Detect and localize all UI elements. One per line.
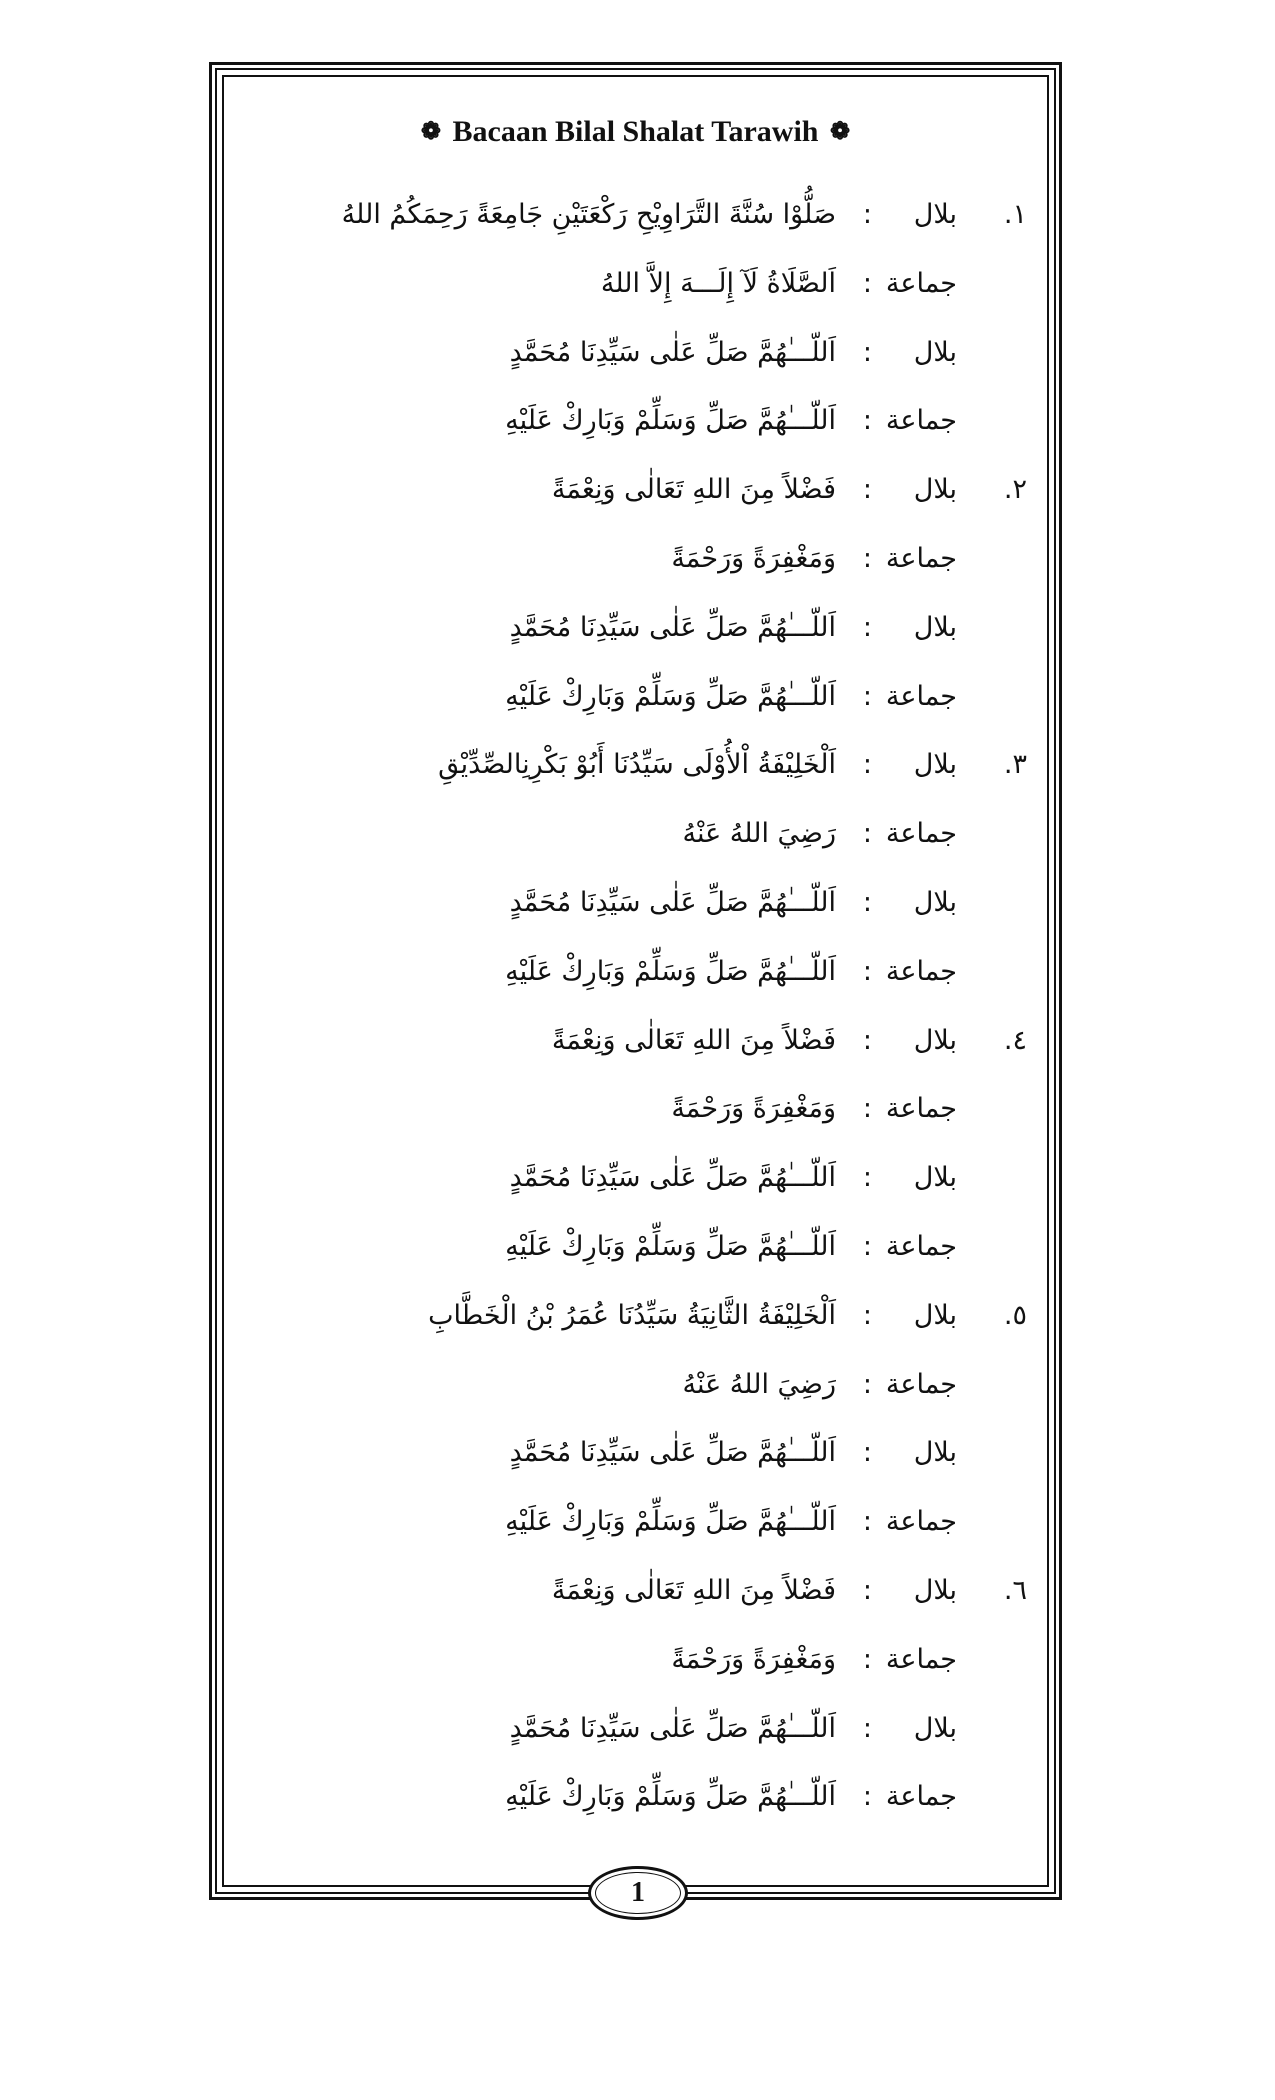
speaker-label: بلال: [913, 1712, 957, 1744]
colon-separator: :: [862, 1437, 872, 1469]
colon-separator: :: [862, 749, 872, 781]
recitation-row: [222, 321, 1049, 390]
recitation-text: وَمَغْفِرَةً وَرَحْمَةً: [671, 1643, 836, 1675]
recitation-row: [222, 389, 1049, 458]
speaker-label: جماعة: [885, 955, 957, 987]
speaker-label: بلال: [913, 474, 957, 506]
page-title: [222, 112, 1049, 152]
speaker-label: جماعة: [885, 680, 957, 712]
recitation-row: [222, 1284, 1049, 1353]
colon-separator: :: [862, 1162, 872, 1194]
speaker-label: جماعة: [885, 1506, 957, 1538]
recitation-row: [222, 1215, 1049, 1284]
recitation-text: رَضِيَ اللهُ عَنْهُ: [682, 1368, 836, 1400]
colon-separator: :: [862, 886, 872, 918]
recitation-row: [222, 1765, 1049, 1834]
recitation-row: [222, 1559, 1049, 1628]
recitation-text: اَللّـــٰهُمَّ صَلِّ عَلٰى سَيِّدِنَا مُحَمَّدٍ: [509, 336, 836, 368]
speaker-label: بلال: [913, 1024, 957, 1056]
recitation-text: اَلْخَلِيْفَةُ اْلأُوْلَى سَيِّدُنَا أَبُوْ بَكْرِنِالصِّدِّيْقِ: [438, 749, 836, 781]
recitation-text: اَللّـــٰهُمَّ صَلِّ عَلٰى سَيِّدِنَا مُحَمَّدٍ: [509, 611, 836, 643]
recitation-row: [222, 1077, 1049, 1146]
recitation-text: اَللّـــٰهُمَّ صَلِّ عَلٰى سَيِّدِنَا مُحَمَّدٍ: [509, 1162, 836, 1194]
colon-separator: :: [862, 267, 872, 299]
row-number: ٦.: [1003, 1574, 1027, 1606]
recitation-row: [222, 1146, 1049, 1215]
colon-separator: :: [862, 1574, 872, 1606]
recitation-text: اَللّـــٰهُمَّ صَلِّ وَسَلِّمْ وَبَارِكْ عَلَيْهِ: [505, 405, 836, 437]
colon-separator: :: [862, 1093, 872, 1125]
recitation-row: [222, 1421, 1049, 1490]
colon-separator: :: [862, 1712, 872, 1744]
speaker-label: بلال: [913, 886, 957, 918]
speaker-label: بلال: [913, 199, 957, 230]
recitation-row: [222, 1628, 1049, 1697]
page-number-badge: [588, 1866, 688, 1920]
row-number: ٢.: [1003, 474, 1027, 506]
speaker-label: جماعة: [885, 1368, 957, 1400]
row-number: ٣.: [1003, 749, 1027, 781]
recitation-text: اَللّـــٰهُمَّ صَلِّ وَسَلِّمْ وَبَارِكْ عَلَيْهِ: [505, 955, 836, 987]
colon-separator: :: [862, 1230, 872, 1262]
speaker-label: جماعة: [885, 818, 957, 850]
row-number: ١.: [1003, 199, 1027, 230]
speaker-label: جماعة: [885, 267, 957, 299]
recitation-text: وَمَغْفِرَةً وَرَحْمَةً: [671, 542, 836, 574]
recitation-text: اَلْخَلِيْفَةُ الثَّانِيَةُ سَيِّدُنَا عُمَرُ بْنُ الْخَطَّابِ: [428, 1299, 836, 1331]
recitation-row: [222, 940, 1049, 1009]
speaker-label: بلال: [913, 1299, 957, 1331]
speaker-label: بلال: [913, 1574, 957, 1606]
recitation-text: اَللّـــٰهُمَّ صَلِّ عَلٰى سَيِّدِنَا مُحَمَّدٍ: [509, 886, 836, 918]
recitation-row: [222, 527, 1049, 596]
recitation-row: [222, 1697, 1049, 1766]
speaker-label: بلال: [913, 611, 957, 643]
recitation-text: اَللّـــٰهُمَّ صَلِّ عَلٰى سَيِّدِنَا مُحَمَّدٍ: [509, 1712, 836, 1744]
recitation-row: [222, 252, 1049, 321]
speaker-label: بلال: [913, 1437, 957, 1469]
recitation-row: [222, 802, 1049, 871]
speaker-label: جماعة: [885, 1230, 957, 1262]
recitation-text: رَضِيَ اللهُ عَنْهُ: [682, 818, 836, 850]
recitation-text: اَللّـــٰهُمَّ صَلِّ وَسَلِّمْ وَبَارِكْ عَلَيْهِ: [505, 1230, 836, 1262]
speaker-label: جماعة: [885, 1781, 957, 1813]
colon-separator: :: [862, 1643, 872, 1675]
colon-separator: :: [862, 405, 872, 437]
recitation-row: [222, 1353, 1049, 1422]
recitation-text: اَلصَّلَاةُ لَآ إِلَـــهَ إِلاَّ اللهُ: [600, 267, 836, 299]
recitation-row: [222, 183, 1049, 252]
colon-separator: :: [862, 1024, 872, 1056]
recitation-row: [222, 458, 1049, 527]
recitation-row: [222, 1009, 1049, 1078]
recitation-text: فَضْلاً مِنَ اللهِ تَعَالٰى وَنِعْمَةً: [551, 474, 836, 506]
row-number: ٤.: [1003, 1024, 1027, 1056]
colon-separator: :: [862, 680, 872, 712]
speaker-label: جماعة: [885, 542, 957, 574]
recitation-row: [222, 665, 1049, 734]
recitation-row: [222, 733, 1049, 802]
colon-separator: :: [862, 474, 872, 506]
ornament-right-icon: ❁: [829, 119, 851, 145]
colon-separator: :: [862, 818, 872, 850]
colon-separator: :: [862, 542, 872, 574]
speaker-label: بلال: [913, 749, 957, 781]
speaker-label: بلال: [913, 336, 957, 368]
recitation-text: فَضْلاً مِنَ اللهِ تَعَالٰى وَنِعْمَةً: [551, 1024, 836, 1056]
recitation-text: اَللّـــٰهُمَّ صَلِّ وَسَلِّمْ وَبَارِكْ عَلَيْهِ: [505, 1781, 836, 1813]
ornament-left-icon: ❁: [420, 119, 442, 145]
colon-separator: :: [862, 955, 872, 987]
speaker-label: جماعة: [885, 1093, 957, 1125]
colon-separator: :: [862, 199, 872, 230]
speaker-label: جماعة: [885, 405, 957, 437]
page-number: 1: [595, 1872, 681, 1914]
colon-separator: :: [862, 1506, 872, 1538]
speaker-label: جماعة: [885, 1643, 957, 1675]
recitation-row: [222, 871, 1049, 940]
recitation-text: اَللّـــٰهُمَّ صَلِّ وَسَلِّمْ وَبَارِكْ عَلَيْهِ: [505, 680, 836, 712]
recitation-text: اَللّـــٰهُمَّ صَلِّ عَلٰى سَيِّدِنَا مُحَمَّدٍ: [509, 1437, 836, 1469]
recitation-text: فَضْلاً مِنَ اللهِ تَعَالٰى وَنِعْمَةً: [551, 1574, 836, 1606]
row-number: ٥.: [1003, 1299, 1027, 1331]
recitation-list: [222, 183, 1049, 1834]
recitation-text: صَلُّوْا سُنَّةَ التَّرَاوِيْحِ رَكْعَتَيْنِ جَامِعَةً رَحِمَكُمُ اللهُ: [341, 199, 836, 230]
colon-separator: :: [862, 611, 872, 643]
colon-separator: :: [862, 1299, 872, 1331]
speaker-label: بلال: [913, 1162, 957, 1194]
recitation-text: اَللّـــٰهُمَّ صَلِّ وَسَلِّمْ وَبَارِكْ عَلَيْهِ: [505, 1506, 836, 1538]
recitation-row: [222, 1490, 1049, 1559]
page-title-text: Bacaan Bilal Shalat Tarawih: [452, 115, 819, 148]
recitation-row: [222, 596, 1049, 665]
colon-separator: :: [862, 336, 872, 368]
colon-separator: :: [862, 1781, 872, 1813]
recitation-text: وَمَغْفِرَةً وَرَحْمَةً: [671, 1093, 836, 1125]
colon-separator: :: [862, 1368, 872, 1400]
